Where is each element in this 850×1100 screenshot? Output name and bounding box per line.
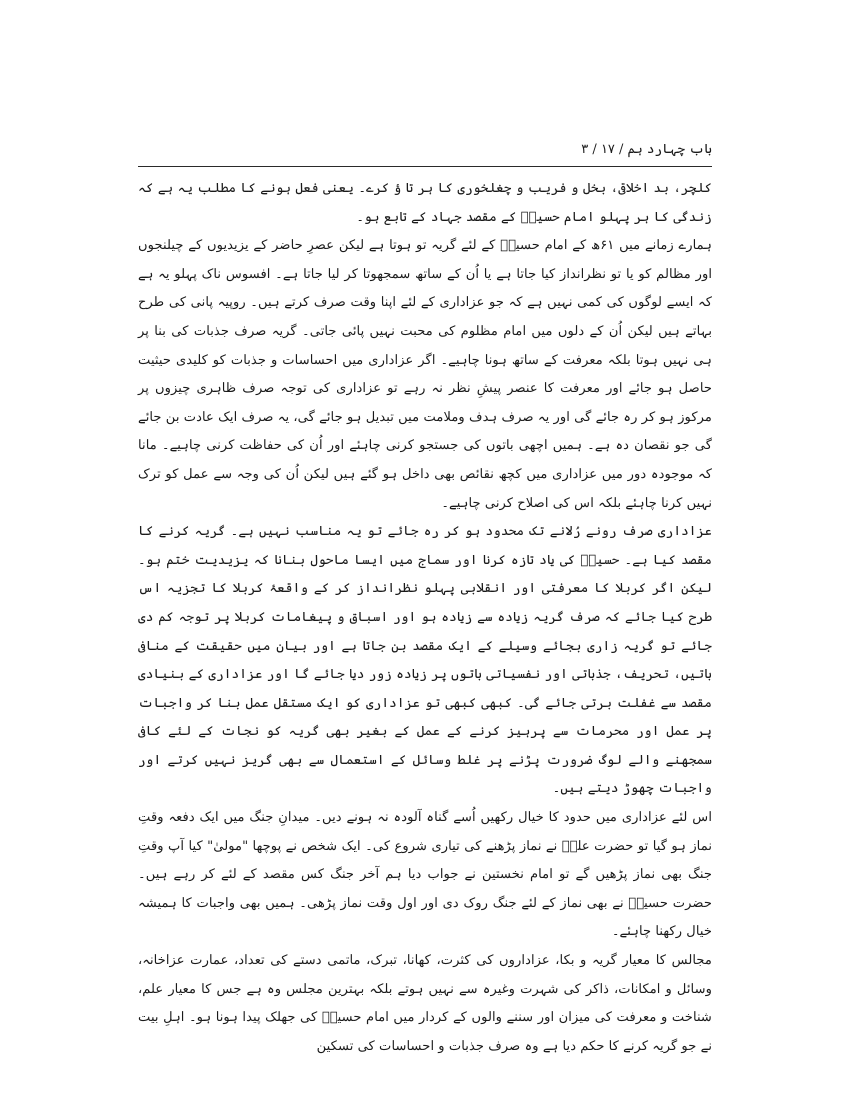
running-head: [138, 140, 712, 167]
paragraph-2: ہمارے زمانے میں ۶۱ھ کے امام حسینؑ کے لئے گریہ تو ہوتا ہے لیکن عصرِ حاضر کے یزیدیوں کے چیلنجوں اور مظالم کو یا تو نظرانداز کیا جاتا ہے یا اُن کے ساتھ سمجھوتا کر لیا جاتا ہے۔ افسوس ناک پہلو یہ ہے کہ ایسے لوگوں کی کمی نہیں ہے کہ جو عزاداری کے لئے اپنا وقت صرف کرتے ہیں۔ روپیہ پانی کی طرح بہاتے ہیں لیکن اُن کے دلوں میں امام مظلوم کی محبت نہیں پائی جاتی۔ گریہ صرف جذبات کی بنا پر ہی نہیں ہوتا بلکہ معرفت کے ساتھ ہونا چاہیے۔ اگر عزاداری میں احساسات و جذبات کو کلیدی حیثیت حاصل ہو جائے اور معرفت کا عنصر پیشِ نظر نہ رہے تو عزاداری کی توجہ صرف ظاہری چیزوں پر مرکوز ہو کر رہ جائے گی اور یہ صرف ہدف وملامت میں تبدیل ہو جائے گی، یہ صرف ایک عادت بن جائے گی جو نقصان دہ ہے۔ ہمیں اچھی باتوں کی جستجو کرنی چاہئے اور اُن کی حفاظت کرنی چاہیے۔ مانا کہ موجودہ دور میں عزاداری میں کچھ نقائص بھی داخل ہو گئے ہیں لیکن اُن کی وجہ سے عمل کو ترک نہیں کرنا چاہئے بلکہ اس کی اصلاح کرنی چاہیے۔: [138, 238, 712, 511]
paragraph-1: کلچر، بد اخلاقی، بخل و فریب و چغلخوری کا ہر تا ؤ کرے۔ یعنی فعل ہونے کا مطلب یہ ہے کہ زندگی کا ہر پہلو امام حسینؑ کے مقصد جہاد کے تابع ہو۔: [138, 181, 712, 225]
document-page: [138, 140, 712, 1061]
paragraph-5: مجالس کا معیار گریہ و بکا، عزاداروں کی کثرت، کھانا، تبرک، ماتمی دستے کی تعداد، عمارت عزاخانہ، وسائل و امکانات، ذاکر کی شہرت وغیرہ سے نہیں ہوتے بلکہ بہترین مجلس وہ ہے جس کا معیار علم، شناخت و معرفت کی میزان اور سننے والوں کے کردار میں امام حسینؑ کی جھلک پیدا ہونا ہو۔ اہلِ بیت نے جو گریہ کرنے کا حکم دیا ہے وہ صرف جذبات و احساسات کی تسکین: [138, 953, 712, 1054]
paragraph-3: عزاداری صرف رونے رُلانے تک محدود ہو کر رہ جائے تو یہ مناسب نہیں ہے۔ گریہ کرنے کا مقصد کیا ہے۔ حسینؑ کی یاد تازہ کرنا اور سماج میں ایسا ماحول بنانا کہ یزیدیت ختم ہو۔ لیکن اگر کربلا کا معرفتی اور انقلابی پہلو نظرانداز کر کے واقعۂ کربلا کا تجزیہ اس طرح کیا جائے کہ صرف گریہ زیادہ سے زیادہ ہو اور اسباق و پیغامات کربلا پر توجہ کم دی جائے تو گریہ زاری بجائے وسیلے کے ایک مقصد بن جاتا ہے اور بیان میں حقیقت کے منافی باتیں، تحریف، جذباتی اور نفسیاتی باتوں پر زیادہ زور دیا جائے گا اور عزاداری کے بنیادی مقصد سے غفلت برتی جائے گی۔ کبھی کبھی تو عزاداری کو ایک مستقل عمل بنا کر واجبات پر عمل اور محرمات سے پرہیز کرنے کے عمل کے بغیر بھی گریہ کو نجات کے لئے کافی سمجھنے والے لوگ ضرورت پڑنے پر غلط وسائل کے استعمال سے بھی گریز نہیں کرتے اور واجبات چھوڑ دیتے ہیں۔: [138, 524, 712, 797]
chapter-page-label: باب چہارد ہم / ۱۷ / ۳: [581, 142, 712, 157]
paragraph-4: اس لئے عزاداری میں حدود کا خیال رکھیں اُسے گناہ آلودہ نہ ہونے دیں۔ میدانِ جنگ میں ایک دفعہ وقتِ نماز ہو گیا تو حضرت علیؑ نے نماز پڑھنے کی تیاری شروع کی۔ ایک شخص نے پوچھا "مولیٰ" کیا آپ وقتِ جنگ بھی نماز پڑھیں گے تو امام نخستین نے جواب دیا ہم آخر جنگ کس مقصد کے لئے کر رہے ہیں۔ حضرت حسینؑ نے بھی نماز کے لئے جنگ روک دی اور اول وقت نماز پڑھی۔ ہمیں بھی واجبات کا ہمیشہ خیال رکھنا چاہئے۔: [138, 810, 712, 940]
